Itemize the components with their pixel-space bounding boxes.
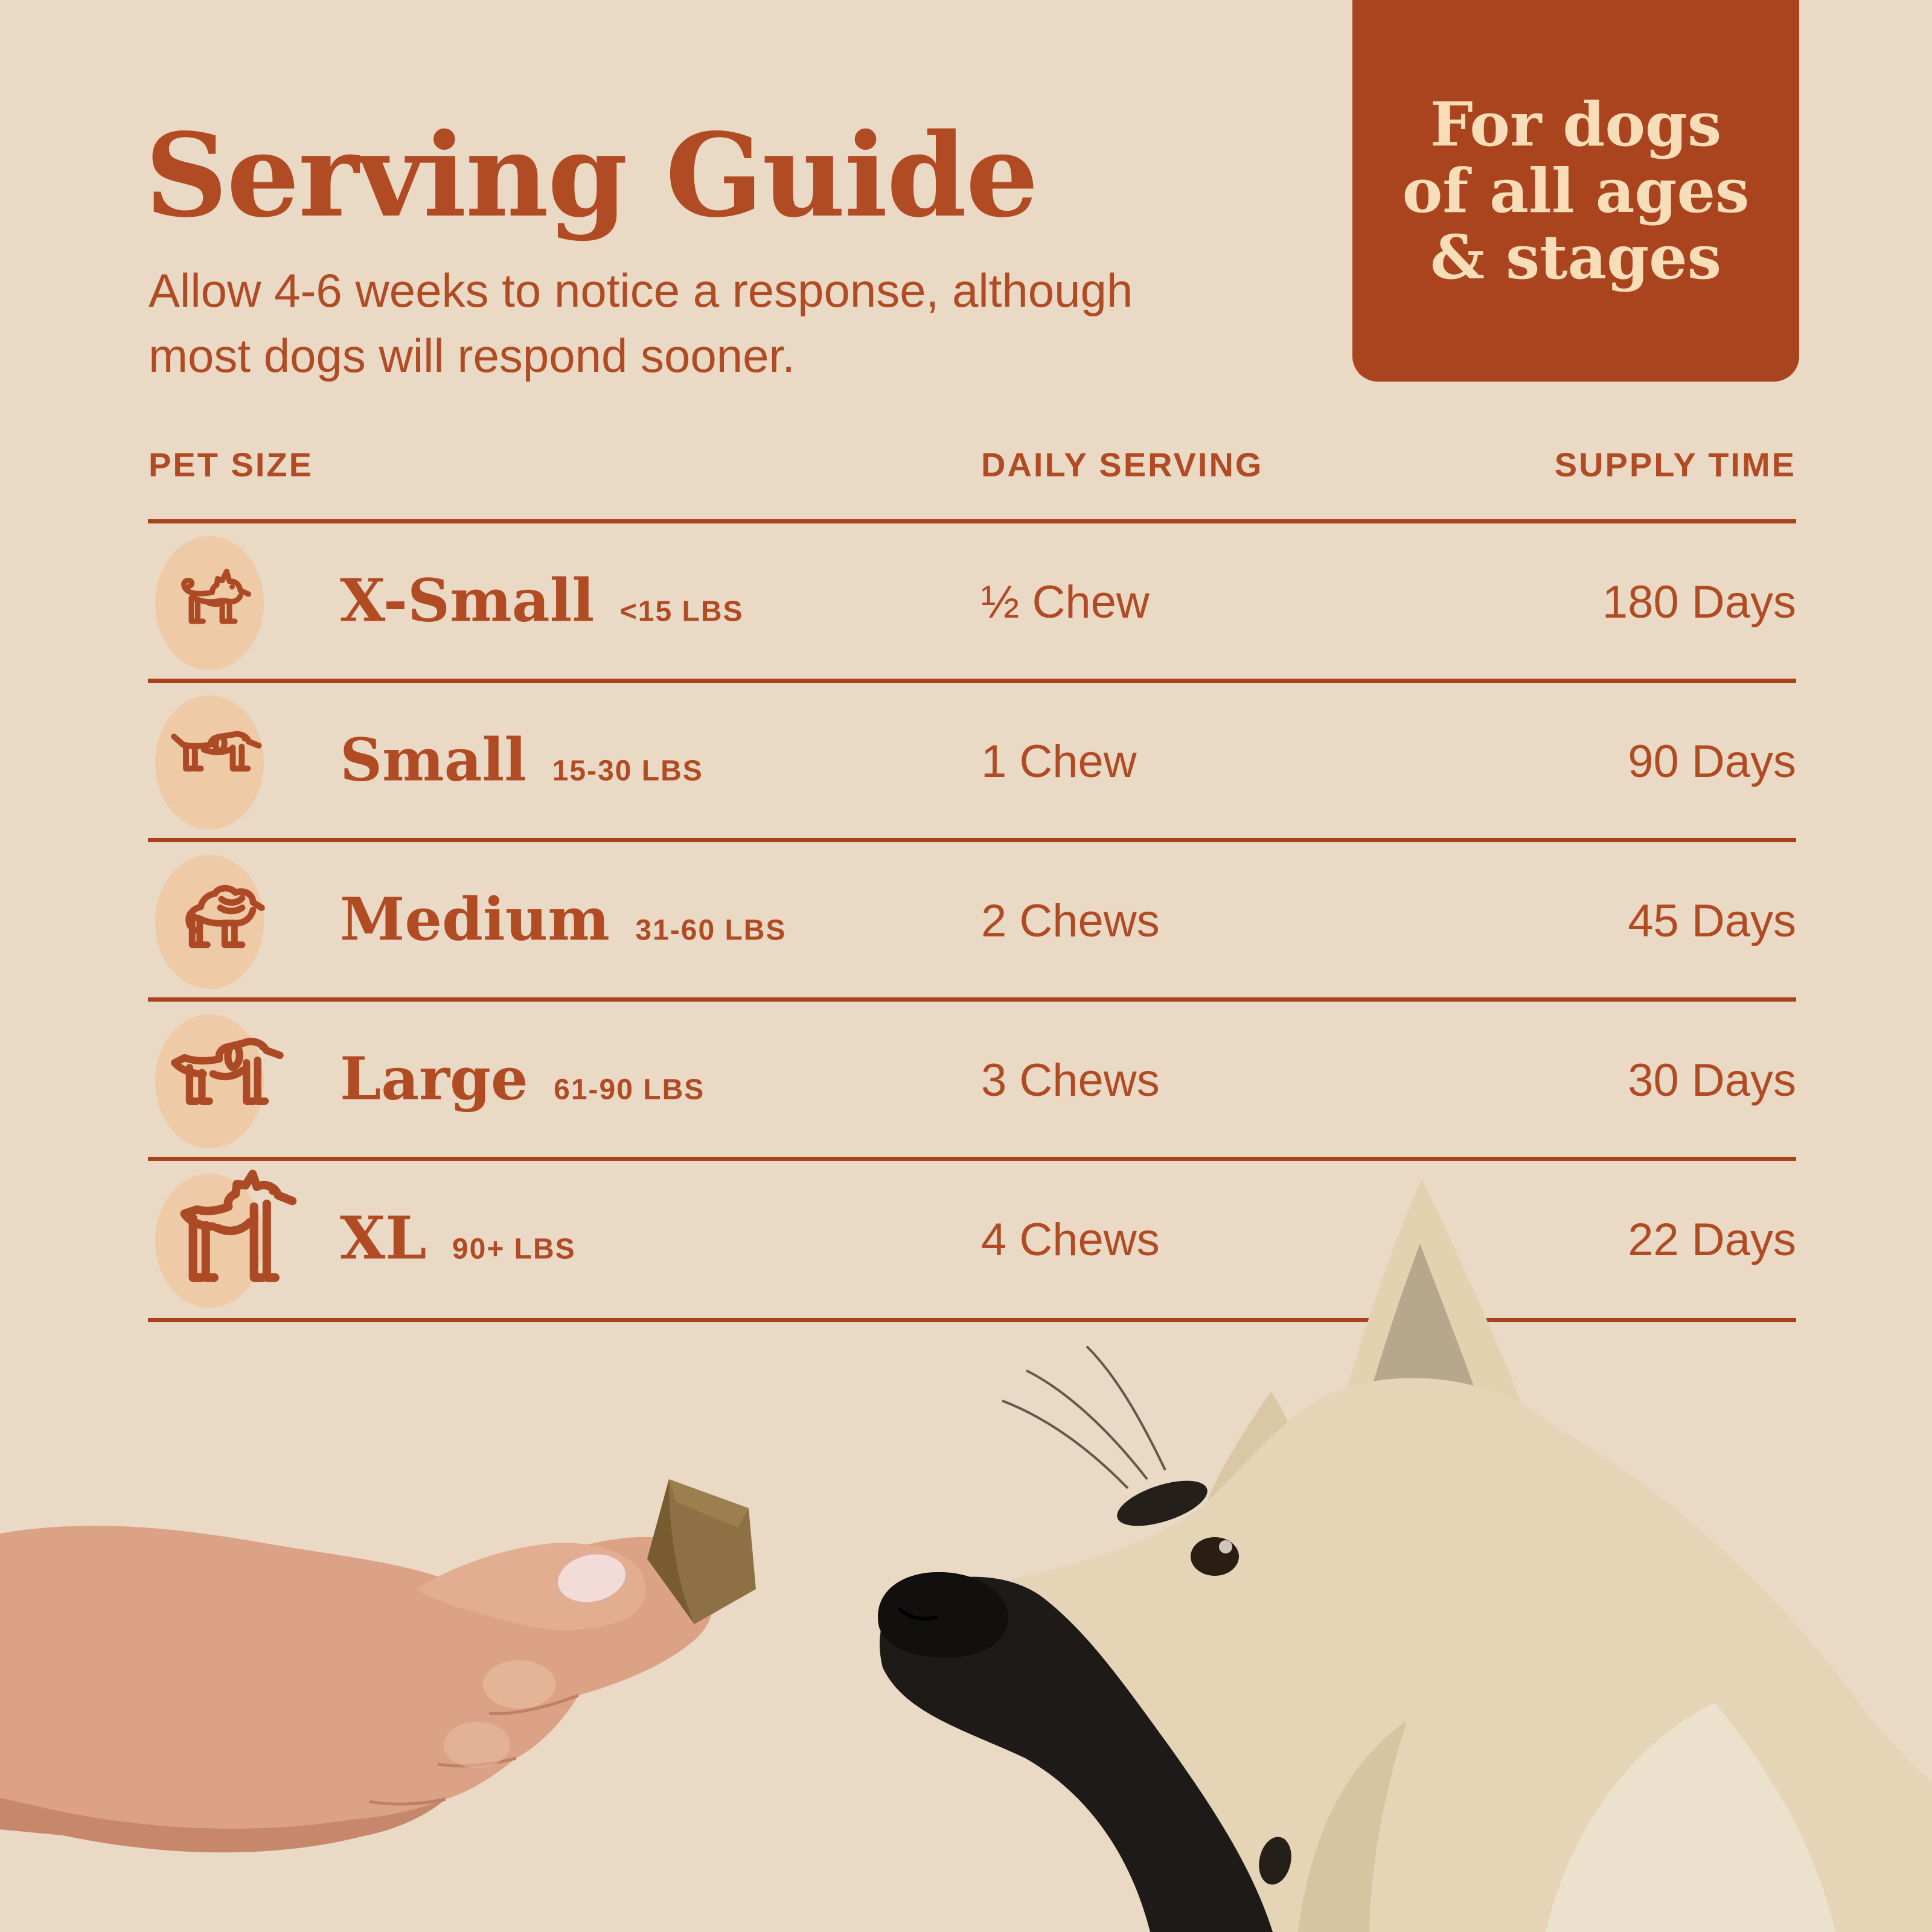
page-title: Serving Guide [145,108,1038,243]
chihuahua-icon [166,558,257,648]
badge-line-1: For dogs [1430,89,1722,160]
pet-icon-cell [148,842,335,1002]
bulldog-icon [166,868,275,976]
supply-time-value: 22 Days [1628,1214,1796,1265]
pet-size-cell [340,566,744,635]
daily-serving-value: 4 Chews [981,1214,1160,1265]
dachshund-icon [166,713,266,813]
retriever-icon [166,1020,290,1144]
table-header-row [0,448,1932,484]
pet-size-cell [340,884,786,953]
pet-size-label: Large [340,1044,528,1113]
pet-size-cell [340,725,703,794]
hand-photo [0,1479,756,1852]
daily-serving-value: 2 Chews [981,895,1160,947]
supply-time-value: 45 Days [1628,895,1796,947]
pet-weight-label: 61-90 LBS [554,1073,705,1106]
daily-serving-value: ½ Chew [981,576,1150,628]
pet-weight-label: 90+ LBS [452,1233,576,1265]
dog-photo [878,1179,1932,1932]
pet-icon-cell [148,683,335,842]
pet-weight-label: 15-30 LBS [552,755,703,787]
pet-weight-label: <15 LBS [619,595,744,628]
pet-size-label: Medium [340,884,610,954]
column-header-supply-time: SUPPLY TIME [1554,446,1796,484]
supply-time-value: 30 Days [1628,1054,1796,1106]
table-row-medium [148,838,1796,1002]
subtitle-line-2: most dogs will respond sooner. [149,328,795,382]
knuckle-highlight [444,1722,510,1768]
pet-size-label: Small [340,725,527,795]
supply-time-value: 90 Days [1628,735,1796,787]
pet-size-label: XL [340,1203,427,1273]
badge-line-2: of all ages [1402,155,1750,226]
badge-line-3: & stages [1430,222,1722,293]
subtitle [149,258,1133,388]
knuckle-highlight [483,1660,555,1709]
column-header-daily-serving: DAILY SERVING [981,446,1264,484]
dog-eye [1191,1537,1239,1576]
table-row-x-small [148,519,1796,683]
table-row-large [148,997,1796,1161]
subtitle-line-1: Allow 4-6 weeks to notice a response, although [149,264,1133,317]
pet-icon-cell [148,523,335,683]
pet-icon-cell [148,1002,335,1161]
daily-serving-value: 3 Chews [981,1054,1160,1106]
photo-illustration [0,1141,1932,1932]
dog-whiskers [1002,1346,1165,1488]
pet-weight-label: 31-60 LBS [635,914,787,947]
pet-size-label: X-Small [340,566,595,635]
column-header-pet-size: PET SIZE [149,446,313,484]
dog-eye-glint [1219,1540,1232,1553]
all-ages-badge [1352,0,1799,382]
table-row-small [148,679,1796,842]
supply-time-value: 180 Days [1602,576,1796,628]
pet-size-cell [340,1044,705,1113]
daily-serving-value: 1 Chew [981,735,1137,787]
